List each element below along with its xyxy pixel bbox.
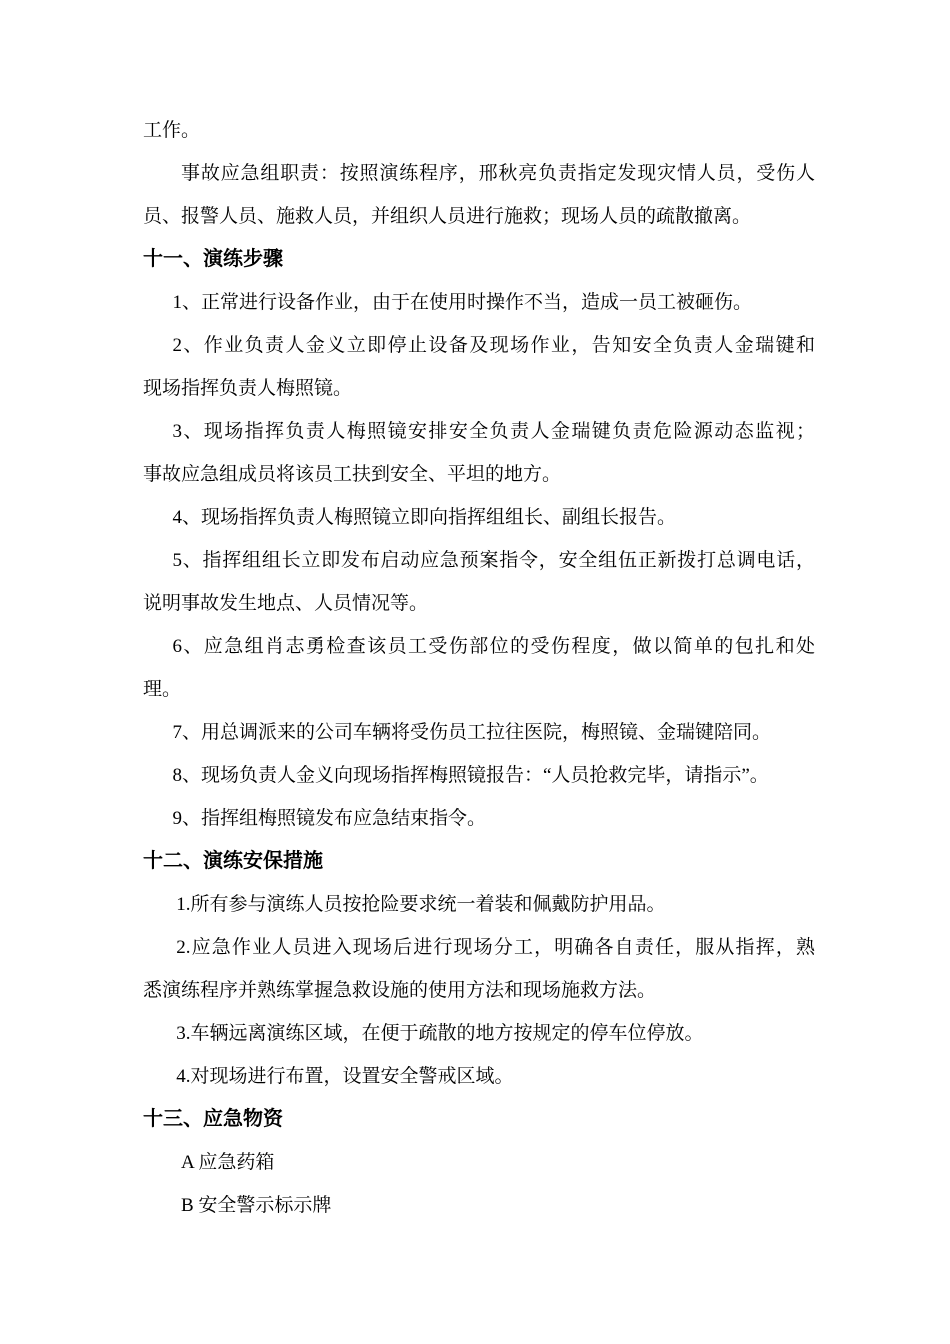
list-item-supply-a: A 应急药箱	[181, 1152, 275, 1173]
section-heading-12: 十二、演练安保措施	[143, 850, 323, 872]
paragraph-tail-line: 说明事故发生地点、人员情况等。	[143, 593, 429, 614]
section-heading-13: 十三、应急物资	[143, 1108, 283, 1130]
list-item-security-3: 3.车辆远离演练区域，在便于疏散的地方按规定的停车位停放。	[176, 1023, 704, 1044]
section-heading-11: 十一、演练步骤	[143, 248, 283, 270]
paragraph-tail-line: 悉演练程序并熟练掌握急救设施的使用方法和现场施救方法。	[143, 980, 657, 1001]
list-item-step-9: 9、指挥组梅照镜发布应急结束指令。	[172, 808, 486, 829]
paragraph-tail-line: 员、报警人员、施救人员，并组织人员进行施救；现场人员的疏散撤离。	[143, 206, 752, 227]
paragraph-line: 事故应急组职责：按照演练程序，邢秋亮负责指定发现灾情人员，受伤人	[181, 163, 815, 184]
paragraph-tail-line: 事故应急组成员将该员工扶到安全、平坦的地方。	[143, 464, 562, 485]
list-item-step-5: 5、指挥组组长立即发布启动应急预案指令，安全组伍正新拨打总调电话，	[172, 550, 815, 571]
list-item-step-7: 7、用总调派来的公司车辆将受伤员工拉往医院，梅照镜、金瑞键陪同。	[172, 722, 771, 743]
list-item-security-4: 4.对现场进行布置，设置安全警戒区域。	[176, 1066, 514, 1087]
list-item-security-2: 2.应急作业人员进入现场后进行现场分工，明确各自责任，服从指挥，熟	[176, 937, 815, 958]
list-item-step-1: 1、正常进行设备作业，由于在使用时操作不当，造成一员工被砸伤。	[172, 292, 752, 313]
list-item-step-8: 8、现场负责人金义向现场指挥梅照镜报告：“人员抢救完毕，请指示”。	[172, 765, 769, 786]
list-item-step-3: 3、现场指挥负责人梅照镜安排安全负责人金瑞键负责危险源动态监视；	[172, 421, 815, 442]
list-item-step-4: 4、现场指挥负责人梅照镜立即向指挥组组长、副组长报告。	[172, 507, 676, 528]
list-item-security-1: 1.所有参与演练人员按抢险要求统一着装和佩戴防护用品。	[176, 894, 666, 915]
list-item-step-2: 2、作业负责人金义立即停止设备及现场作业，告知安全负责人金瑞键和	[172, 335, 815, 356]
paragraph-tail-line: 工作。	[143, 120, 201, 141]
list-item-supply-b: B 安全警示标示牌	[181, 1195, 332, 1216]
paragraph-tail-line: 现场指挥负责人梅照镜。	[143, 378, 353, 399]
list-item-step-6: 6、应急组肖志勇检查该员工受伤部位的受伤程度，做以简单的包扎和处	[172, 636, 815, 657]
paragraph-tail-line: 理。	[143, 679, 182, 700]
